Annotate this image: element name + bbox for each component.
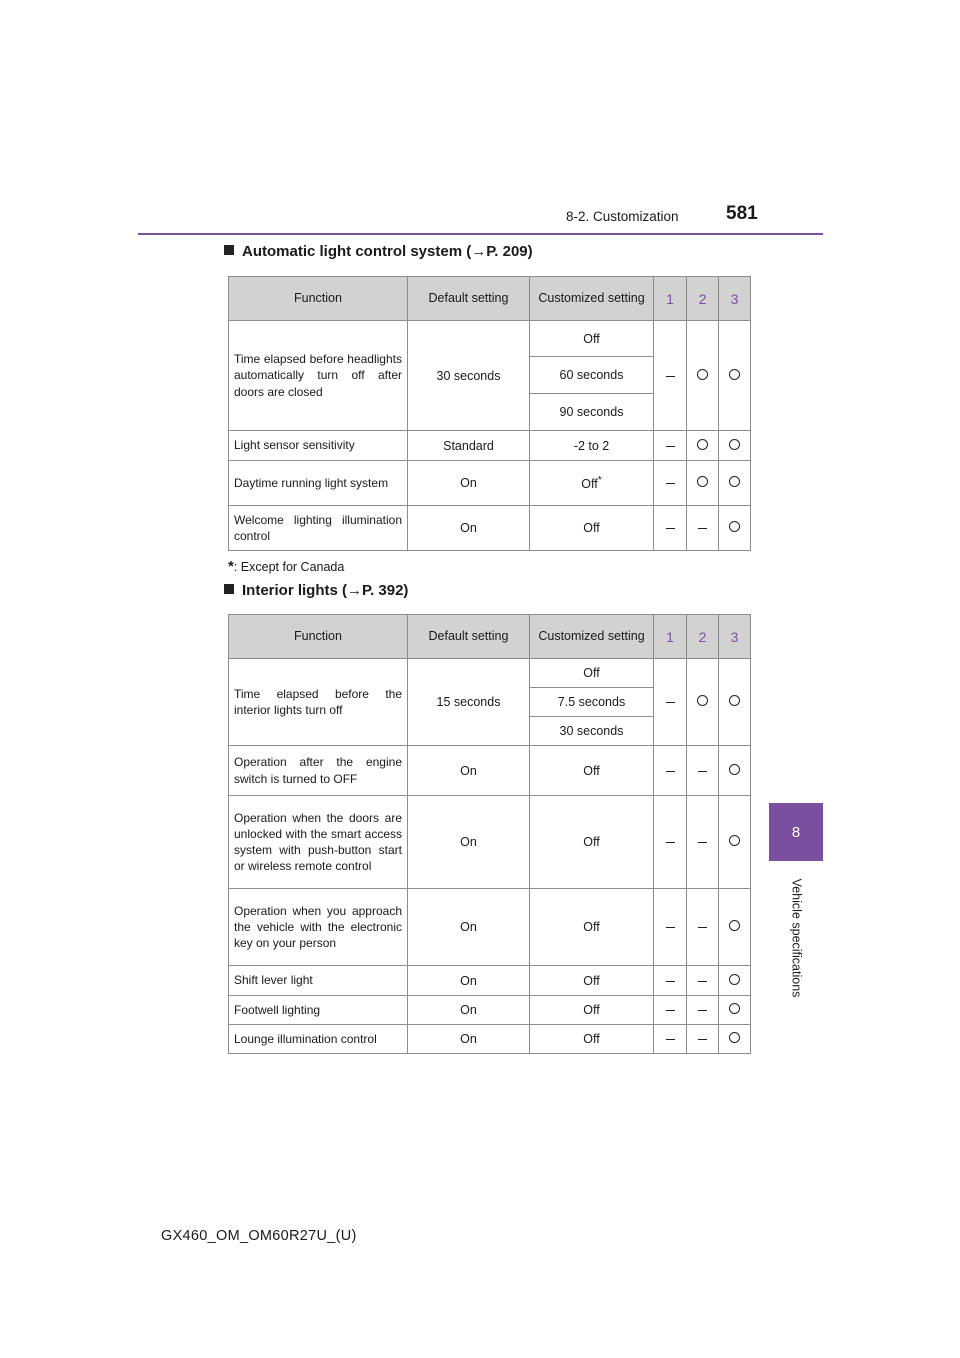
circle-icon (729, 1003, 740, 1014)
table-row (229, 1025, 751, 1054)
default-cell: On (408, 1025, 530, 1054)
function-cell: Footwell lighting (229, 996, 408, 1025)
dash-icon (698, 1039, 707, 1040)
column-header-1 (654, 615, 687, 659)
default-cell: On (408, 461, 530, 506)
square-bullet-icon (224, 584, 234, 594)
chapter-tab[interactable] (769, 803, 823, 861)
dash-icon (666, 1039, 675, 1040)
column-header-3 (719, 277, 751, 321)
mark-cell (687, 996, 719, 1025)
dash-icon (666, 981, 675, 982)
number-2-icon: 2 (698, 628, 707, 645)
dash-icon (666, 842, 675, 843)
dash-icon (666, 446, 675, 447)
default-cell: 15 seconds (408, 659, 530, 746)
header-rule (138, 233, 823, 235)
column-header-default: Default setting (408, 615, 530, 659)
option-cell: Off (530, 966, 654, 996)
mark-cell (687, 966, 719, 996)
option-cell: Off (530, 1025, 654, 1054)
table-row (229, 659, 751, 688)
default-cell: On (408, 889, 530, 966)
default-cell: On (408, 746, 530, 796)
number-3-icon: 3 (730, 628, 739, 645)
circle-icon (697, 439, 708, 450)
mark-cell (719, 889, 751, 966)
mark-cell (719, 1025, 751, 1054)
number-2-icon: 2 (698, 290, 707, 307)
column-header-function: Function (229, 615, 408, 659)
option-cell: Off* (530, 461, 654, 506)
option-cell: Off (530, 321, 654, 357)
function-cell: Operation when you approach the vehicle with the electronic key on your person (229, 889, 408, 966)
mark-cell (654, 659, 687, 746)
mark-cell (719, 506, 751, 551)
number-3-icon: 3 (730, 290, 739, 307)
default-cell: On (408, 996, 530, 1025)
automatic-light-control-table (228, 276, 751, 551)
mark-cell (719, 431, 751, 461)
mark-cell (719, 461, 751, 506)
mark-cell (719, 746, 751, 796)
mark-cell (654, 796, 687, 889)
circle-icon (729, 920, 740, 931)
function-cell: Daytime running light system (229, 461, 408, 506)
option-cell: Off (530, 659, 654, 688)
option-cell: -2 to 2 (530, 431, 654, 461)
dash-icon (666, 1010, 675, 1011)
mark-cell (654, 321, 687, 431)
mark-cell (719, 321, 751, 431)
circle-icon (729, 369, 740, 380)
mark-cell (687, 321, 719, 431)
mark-cell (687, 1025, 719, 1054)
option-cell: 7.5 seconds (530, 688, 654, 717)
circle-icon (697, 695, 708, 706)
circle-icon (729, 974, 740, 985)
function-cell: Welcome lighting illumination control (229, 506, 408, 551)
mark-cell (719, 659, 751, 746)
dash-icon (666, 376, 675, 377)
circle-icon (729, 521, 740, 532)
table-row (229, 796, 751, 889)
mark-cell (654, 889, 687, 966)
option-cell: Off (530, 506, 654, 551)
mark-cell (654, 431, 687, 461)
function-cell: Time elapsed before the interior lights turn off (229, 659, 408, 746)
dash-icon (698, 842, 707, 843)
option-cell: Off (530, 889, 654, 966)
table-row (229, 506, 751, 551)
function-cell: Time elapsed before headlights automatically turn off after doors are closed (229, 321, 408, 431)
column-header-customized: Customized setting (530, 277, 654, 321)
column-header-1 (654, 277, 687, 321)
option-cell: 90 seconds (530, 394, 654, 431)
mark-cell (687, 796, 719, 889)
circle-icon (729, 764, 740, 775)
mark-cell (687, 659, 719, 746)
dash-icon (666, 483, 675, 484)
document-id: GX460_OM_OM60R27U_(U) (161, 1228, 357, 1244)
table-row (229, 889, 751, 966)
mark-cell (719, 796, 751, 889)
mark-cell (719, 966, 751, 996)
column-header-function: Function (229, 277, 408, 321)
dash-icon (698, 1010, 707, 1011)
circle-icon (729, 476, 740, 487)
option-cell: Off (530, 746, 654, 796)
dash-icon (698, 981, 707, 982)
mark-cell (687, 889, 719, 966)
table-row (229, 321, 751, 357)
heading-automatic-light-control: Automatic light control system (→P. 209) (224, 243, 533, 260)
mark-cell (654, 746, 687, 796)
square-bullet-icon (224, 245, 234, 255)
dash-icon (666, 927, 675, 928)
mark-cell (687, 506, 719, 551)
mark-cell (654, 966, 687, 996)
option-cell: 30 seconds (530, 717, 654, 746)
default-cell: On (408, 506, 530, 551)
column-header-default: Default setting (408, 277, 530, 321)
footnote: *: Except for Canada (228, 558, 345, 575)
option-cell: Off (530, 796, 654, 889)
chapter-title: Vehicle specifications (789, 878, 804, 998)
footnote-star: * (228, 558, 234, 575)
default-cell: On (408, 796, 530, 889)
table-header-row (229, 277, 751, 321)
mark-cell (687, 461, 719, 506)
column-header-2 (687, 277, 719, 321)
column-header-customized: Customized setting (530, 615, 654, 659)
option-cell: 60 seconds (530, 357, 654, 394)
chapter-number: 8 (791, 823, 801, 841)
default-cell: 30 seconds (408, 321, 530, 431)
dash-icon (666, 702, 675, 703)
number-1-icon: 1 (666, 628, 674, 645)
default-cell: Standard (408, 431, 530, 461)
column-header-2 (687, 615, 719, 659)
circle-icon (697, 369, 708, 380)
circle-icon (697, 476, 708, 487)
table-row (229, 461, 751, 506)
mark-cell (654, 461, 687, 506)
circle-icon (729, 439, 740, 450)
table-header-row (229, 615, 751, 659)
footnote-star: * (597, 474, 602, 486)
mark-cell (654, 506, 687, 551)
table-row (229, 966, 751, 996)
number-1-icon: 1 (666, 290, 674, 307)
dash-icon (698, 927, 707, 928)
column-header-3 (719, 615, 751, 659)
table-row (229, 996, 751, 1025)
circle-icon (729, 695, 740, 706)
table-row (229, 431, 751, 461)
option-cell: Off (530, 996, 654, 1025)
circle-icon (729, 1032, 740, 1043)
function-cell: Lounge illumination control (229, 1025, 408, 1054)
mark-cell (719, 996, 751, 1025)
heading-interior-lights: Interior lights (→P. 392) (224, 582, 408, 599)
function-cell: Operation when the doors are unlocked with the smart access system with push-button start or wireless remote control (229, 796, 408, 889)
default-cell: On (408, 966, 530, 996)
page-number: 581 (726, 203, 758, 224)
mark-cell (687, 431, 719, 461)
function-cell: Light sensor sensitivity (229, 431, 408, 461)
circle-icon (729, 835, 740, 846)
dash-icon (666, 528, 675, 529)
mark-cell (654, 996, 687, 1025)
mark-cell (654, 1025, 687, 1054)
function-cell: Operation after the engine switch is turned to OFF (229, 746, 408, 796)
section-title: 8-2. Customization (566, 209, 679, 224)
mark-cell (687, 746, 719, 796)
table-row (229, 746, 751, 796)
function-cell: Shift lever light (229, 966, 408, 996)
dash-icon (698, 528, 707, 529)
interior-lights-table (228, 614, 751, 1054)
dash-icon (666, 771, 675, 772)
dash-icon (698, 771, 707, 772)
